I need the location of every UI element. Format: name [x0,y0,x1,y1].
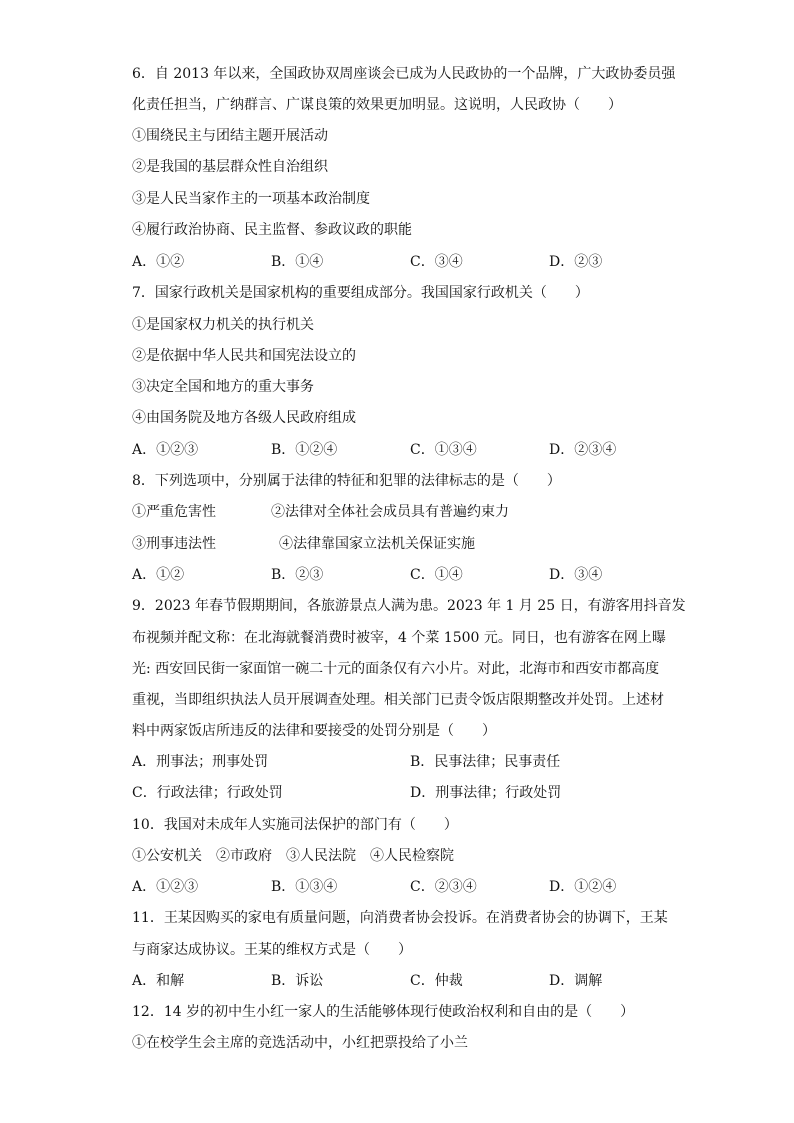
q8-items-row-2 [132,534,692,554]
q9-stem-line-2: 布视频并配文称：在北海就餐消费时被宰，4 个菜 1500 元。同日，也有游客在网上曝 [132,630,666,646]
q7-option-a[interactable]: A．①②③ [132,442,199,458]
q11-option-b[interactable]: B．诉讼 [271,973,324,989]
q6-option-c[interactable]: C．③④ [410,254,463,270]
q9-stem-line-4: 重视，当即组织执法人员开展调查处理。相关部门已责令饭店限期整改并处罚。上述材 [132,692,664,708]
q7-option-c[interactable]: C．①③④ [410,442,477,458]
q10-option-a[interactable]: A．①②③ [132,879,199,895]
q8-stem-line-1: 8．下列选项中，分别属于法律的特征和犯罪的法律标志的是（ ） [132,473,561,489]
q10-option-d[interactable]: D．①②④ [549,879,617,895]
q7-options [132,440,692,460]
q10-items: ①公安机关 ②市政府 ③人民法院 ④人民检察院 [132,848,454,864]
q11-option-a[interactable]: A．和解 [132,973,185,989]
q8-item-4: ④法律靠国家立法机关保证实施 [279,536,475,552]
q11-stem-line-1: 11．王某因购买的家电有质量问题，向消费者协会投诉。在消费者协会的协调下，王某 [132,910,668,926]
q9-options-row-1 [132,752,692,772]
q8-item-1: ①严重危害性 [132,504,216,520]
q11-stem-line-2: 与商家达成协议。王某的维权方式是（ ） [132,942,412,958]
q8-item-3: ③刑事违法性 [132,536,216,552]
q8-option-c[interactable]: C．①④ [410,567,463,583]
q6-stem-line-1: 6．自 2013 年以来，全国政协双周座谈会已成为人民政协的一个品牌，广大政协委员强 [132,66,676,82]
q9-option-b[interactable]: B．民事法律；民事责任 [410,754,561,770]
q11-option-c[interactable]: C．仲裁 [410,973,463,989]
q9-option-a[interactable]: A．刑事法；刑事处罚 [132,754,269,770]
q6-item-1: ①围绕民主与团结主题开展活动 [132,128,328,144]
q6-options [132,252,692,272]
q6-item-4: ④履行政治协商、民主监督、参政议政的职能 [132,222,412,238]
q8-option-b[interactable]: B．②③ [271,567,324,583]
q6-item-3: ③是人民当家作主的一项基本政治制度 [132,191,370,207]
q9-options-row-2 [132,783,692,803]
q8-item-2: ②法律对全体社会成员具有普遍约束力 [271,504,509,520]
q7-item-3: ③决定全国和地方的重大事务 [132,379,314,395]
q11-option-d[interactable]: D．调解 [549,973,603,989]
q7-item-4: ④由国务院及地方各级人民政府组成 [132,410,356,426]
q7-item-1: ①是国家权力机关的执行机关 [132,317,314,333]
q10-stem-line-1: 10．我国对未成年人实施司法保护的部门有（ ） [132,817,458,833]
q9-stem-line-3: 光: 西安回民街一家面馆一碗二十元的面条仅有六小片。对此，北海市和西安市都高度 [132,661,660,677]
q6-option-b[interactable]: B．①④ [271,254,324,270]
q10-option-b[interactable]: B．①③④ [271,879,338,895]
q7-stem-line-1: 7．国家行政机关是国家机构的重要组成部分。我国国家行政机关（ ） [132,285,589,301]
q6-option-d[interactable]: D．②③ [549,254,603,270]
q8-items-row-1 [132,502,692,522]
q9-stem-line-1: 9．2023 年春节假期期间，各旅游景点人满为患。2023 年 1 月 25 日，有游客用抖音发 [132,598,686,614]
q8-option-a[interactable]: A．①② [132,567,185,583]
q7-option-b[interactable]: B．①②④ [271,442,338,458]
q6-item-2: ②是我国的基层群众性自治组织 [132,159,328,175]
q10-options [132,877,692,897]
q12-stem-line-1: 12．14 岁的初中生小红一家人的生活能够体现行使政治权利和自由的是（ ） [132,1004,635,1020]
q8-option-d[interactable]: D．③④ [549,567,603,583]
q9-stem-line-5: 料中两家饭店所违反的法律和要接受的处罚分别是（ ） [132,723,496,739]
q12-item-1: ①在校学生会主席的竞选活动中，小红把票投给了小兰 [132,1035,468,1051]
q7-option-d[interactable]: D．②③④ [549,442,617,458]
q8-options [132,565,692,585]
q10-option-c[interactable]: C．②③④ [410,879,477,895]
q7-item-2: ②是依据中华人民共和国宪法设立的 [132,348,356,364]
q9-option-d[interactable]: D．刑事法律；行政处罚 [410,785,562,801]
q11-options [132,971,692,991]
q6-stem-line-2: 化责任担当，广纳群言、广谋良策的效果更加明显。这说明，人民政协（ ） [132,97,622,113]
q6-option-a[interactable]: A．①② [132,254,185,270]
q9-option-c[interactable]: C．行政法律；行政处罚 [132,785,283,801]
